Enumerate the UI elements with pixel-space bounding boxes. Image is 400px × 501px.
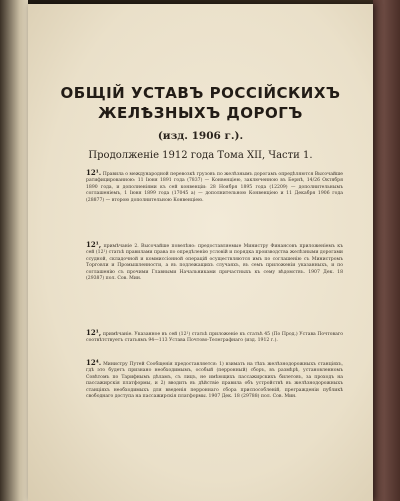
paragraph [86,170,343,204]
paragraph-text: Министру Путей Сообщенія предоставляется: 1) взимать на тѣхъ желѣзнодорожныхъ станціяхъ, гдѣ это будетъ признано необходимымъ, особый (перронный) сборъ, въ размѣрѣ, установленномъ Совѣтомъ по Тарифнымъ дѣламъ, съ лицъ, не имѣющихъ пассажирскихъ билетовъ, за проходъ на пассажирскія платформы, и 2) вводить въ дѣйствіе правила объ устройствѣ въ желѣзнодорожныхъ станціяхъ необходимыхъ для введенія перроннаго сбора приспособленій, прегражденіи публикѣ свободнаго доступа на пассажирскія платформы. 1907 Дек. 18 (29788) пол. Сов. Мин. [86,362,343,400]
paragraph-text: примѣчаніе 2. Высочайше повелѣно: предоставляемые Министру Финансовъ приложеніемъ къ сей (12¹) статьѣ правилами права по опредѣленію условій и порядка производства желѣзными дорогами ссудной, складочной и коммиссіонной операцій осуществляются имъ по соглашенію съ Министромъ Торговли и Промышленности, а въ подлежащихъ случаяхъ, въ семъ приложеніи указанныхъ, и по соглашенію съ прочими Главными Начальниками причастныхъ къ сему вѣдомствъ. 1907 Дек. 18 (29387) пол. Сов. Мин. [86,244,344,282]
book-spine-shadow [0,0,28,501]
paragraph-number: 12¹, [86,328,102,337]
edition-label: (изд. 1906 г.). [157,130,244,142]
paragraph-text: Правила о международной перевозкѣ грузовъ по желѣзнымъ дорогамъ опредѣляются Высочайше ратифицированною: 11 Іюня 1891 года (7837) — Конвенціею, заключенною въ Бернѣ, 14/26 Октября 1890 года, и дополненіями къ сей конвенціи: 28 Ноября 1895 года (12209) — дополнительнымъ соглашеніемъ, 1 Іюня 1899 года (17045 а) — дополнительною Конвенціею и 11 Декабря 1906 года (28877) — второю дополнительною Конвенціею. [86,172,344,203]
page-title-line-2: ЖЕЛѢЗНЫХЪ ДОРОГЪ [98,104,303,122]
paragraph-number: 12¹. [86,168,102,177]
book-page [28,4,373,501]
paragraph-text: примѣчаніе. Указанное въ сей (12¹) статьѣ приложеніе къ статьѣ 45 (По Прод.) Устава Почтоваго соотвѣтствуетъ статьямъ 94—113 Устава Почтово-Телеграфнаго (изд. 1912 г.). [86,332,344,344]
page-title-line-1: ОБЩІЙ УСТАВЪ РОССІЙСКИХЪ [60,84,341,102]
paragraph-number: 12⁴. [86,358,102,367]
continuation-label: Продолженіе 1912 года Тома XII, Части 1. [88,150,313,161]
paragraph [86,360,343,400]
paragraph [86,330,343,345]
book-page-edges [373,0,400,501]
paragraph-number: 12¹, [86,240,102,249]
paragraph [86,242,343,282]
